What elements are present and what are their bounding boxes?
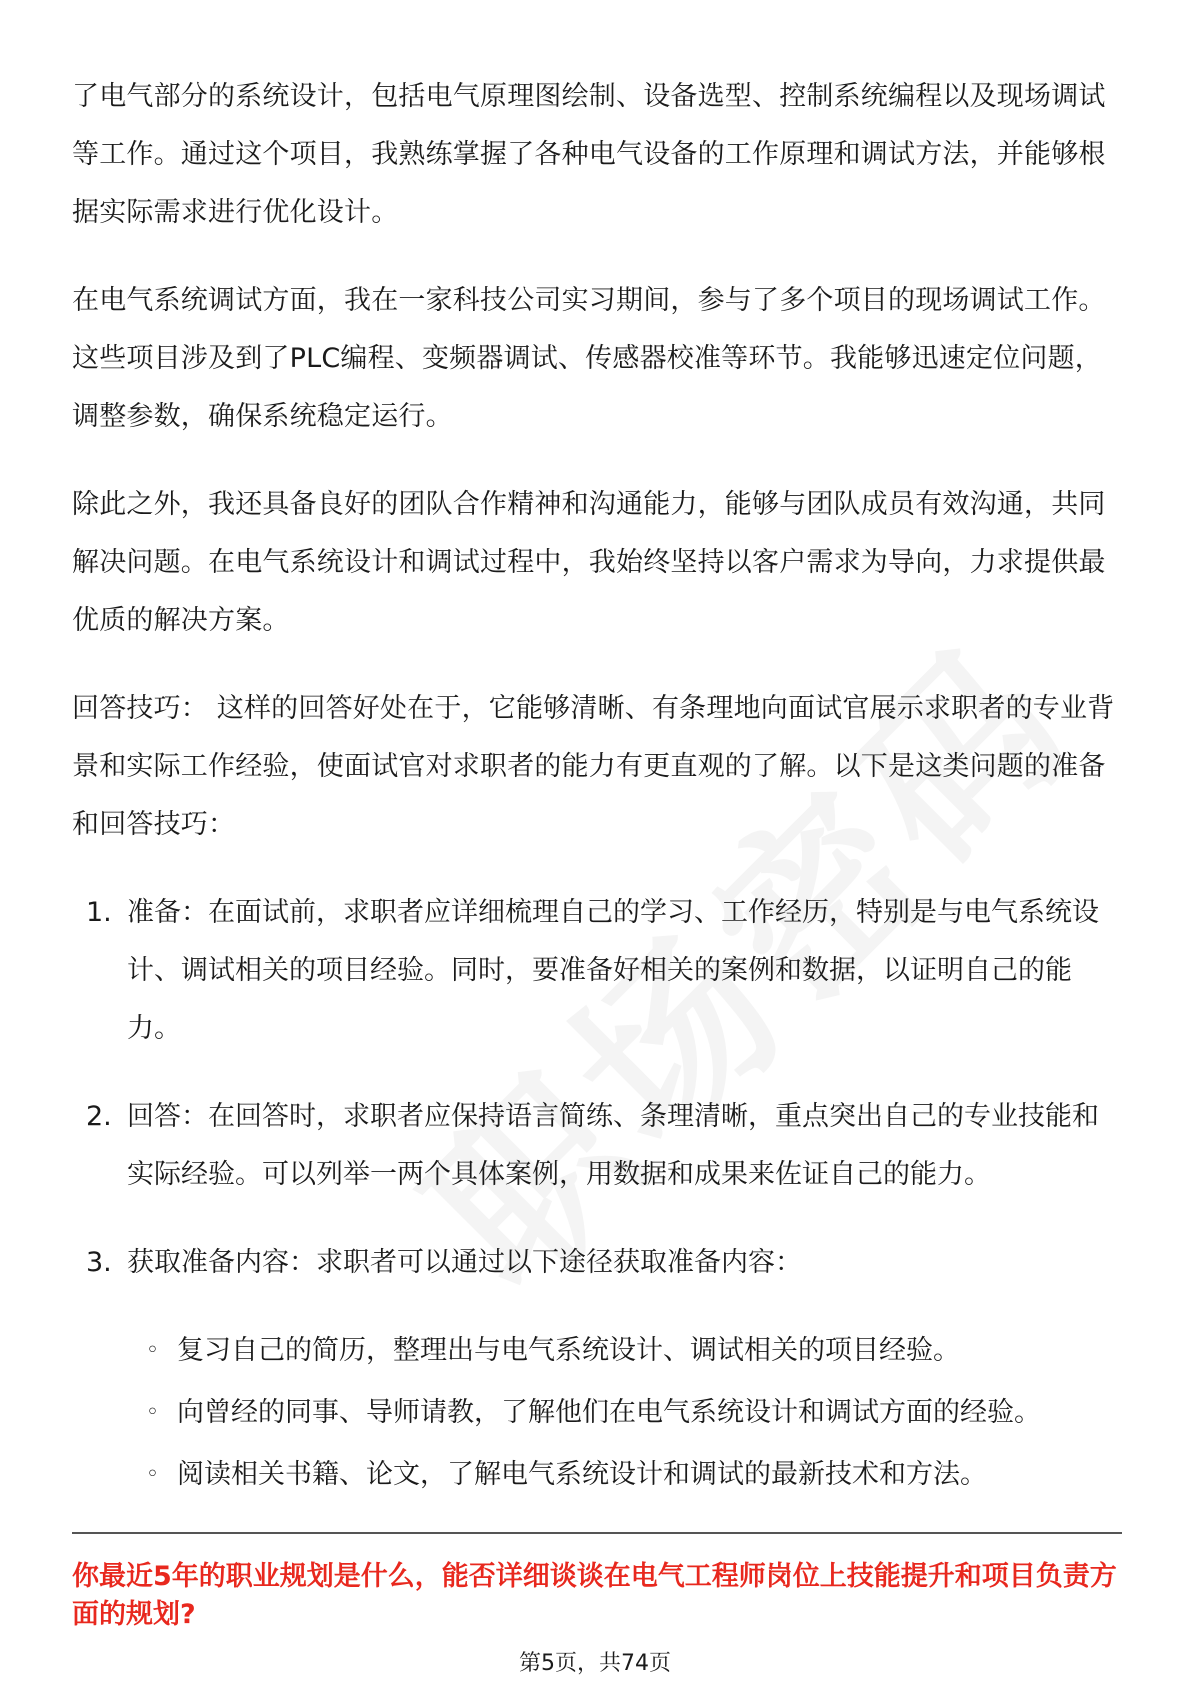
list-item xyxy=(72,1088,1122,1204)
bullet-icon: ◦ xyxy=(146,1338,159,1363)
tips-list xyxy=(72,884,1122,1292)
list-number: 1. xyxy=(86,897,112,928)
sub-list-item xyxy=(72,1320,1122,1382)
sub-list-item-text: 向曾经的同事、导师请教，了解他们在电气系统设计和调试方面的经验。 xyxy=(177,1397,1041,1428)
paragraph-project-experience: 了电气部分的系统设计，包括电气原理图绘制、设备选型、控制系统编程以及现场调试等工作。通过这个项目，我熟练掌握了各种电气设备的工作原理和调试方法，并能够根据实际需求进行优化设计。 xyxy=(72,81,1106,228)
sub-list xyxy=(72,1320,1122,1506)
sub-list-item-text: 复习自己的简历，整理出与电气系统设计、调试相关的项目经验。 xyxy=(177,1335,960,1366)
list-item-text: 获取准备内容：求职者可以通过以下途径获取准备内容： xyxy=(127,1247,802,1278)
paragraph-debugging-experience: 在电气系统调试方面，我在一家科技公司实习期间，参与了多个项目的现场调试工作。这些项目涉及到了PLC编程、变频器调试、传感器校准等环节。我能够迅速定位问题，调整参数，确保系统稳定运行。 xyxy=(72,285,1106,432)
bullet-icon: ◦ xyxy=(146,1400,159,1425)
list-number: 3. xyxy=(86,1247,112,1278)
list-item-text: 回答：在回答时，求职者应保持语言简练、条理清晰，重点突出自己的专业技能和实际经验。可以列举一两个具体案例，用数据和成果来佐证自己的能力。 xyxy=(127,1101,1099,1190)
section-divider xyxy=(72,1532,1122,1534)
bullet-icon: ◦ xyxy=(146,1462,159,1487)
next-question-heading: 你最近5年的职业规划是什么，能否详细谈谈在电气工程师岗位上技能提升和项目负责方面的规划? xyxy=(72,1561,1117,1630)
list-item-text: 准备：在面试前，求职者应详细梳理自己的学习、工作经历，特别是与电气系统设计、调试相关的项目经验。同时，要准备好相关的案例和数据，以证明自己的能力。 xyxy=(127,897,1099,1044)
sub-list-item xyxy=(72,1382,1122,1444)
list-item xyxy=(72,884,1122,1058)
paragraph-answer-tips: 回答技巧： 这样的回答好处在于，它能够清晰、有条理地向面试官展示求职者的专业背景和实际工作经验，使面试官对求职者的能力有更直观的了解。以下是这类问题的准备和回答技巧： xyxy=(72,693,1115,840)
list-number: 2. xyxy=(86,1101,112,1132)
list-item xyxy=(72,1234,1122,1292)
paragraph-teamwork: 除此之外，我还具备良好的团队合作精神和沟通能力，能够与团队成员有效沟通，共同解决问题。在电气系统设计和调试过程中，我始终坚持以客户需求为导向，力求提供最优质的解决方案。 xyxy=(72,489,1106,636)
sub-list-item xyxy=(72,1444,1122,1506)
page-number: 第5页，共74页 xyxy=(519,1651,671,1676)
main-content xyxy=(72,68,1122,1506)
sub-list-item-text: 阅读相关书籍、论文，了解电气系统设计和调试的最新技术和方法。 xyxy=(177,1459,987,1490)
